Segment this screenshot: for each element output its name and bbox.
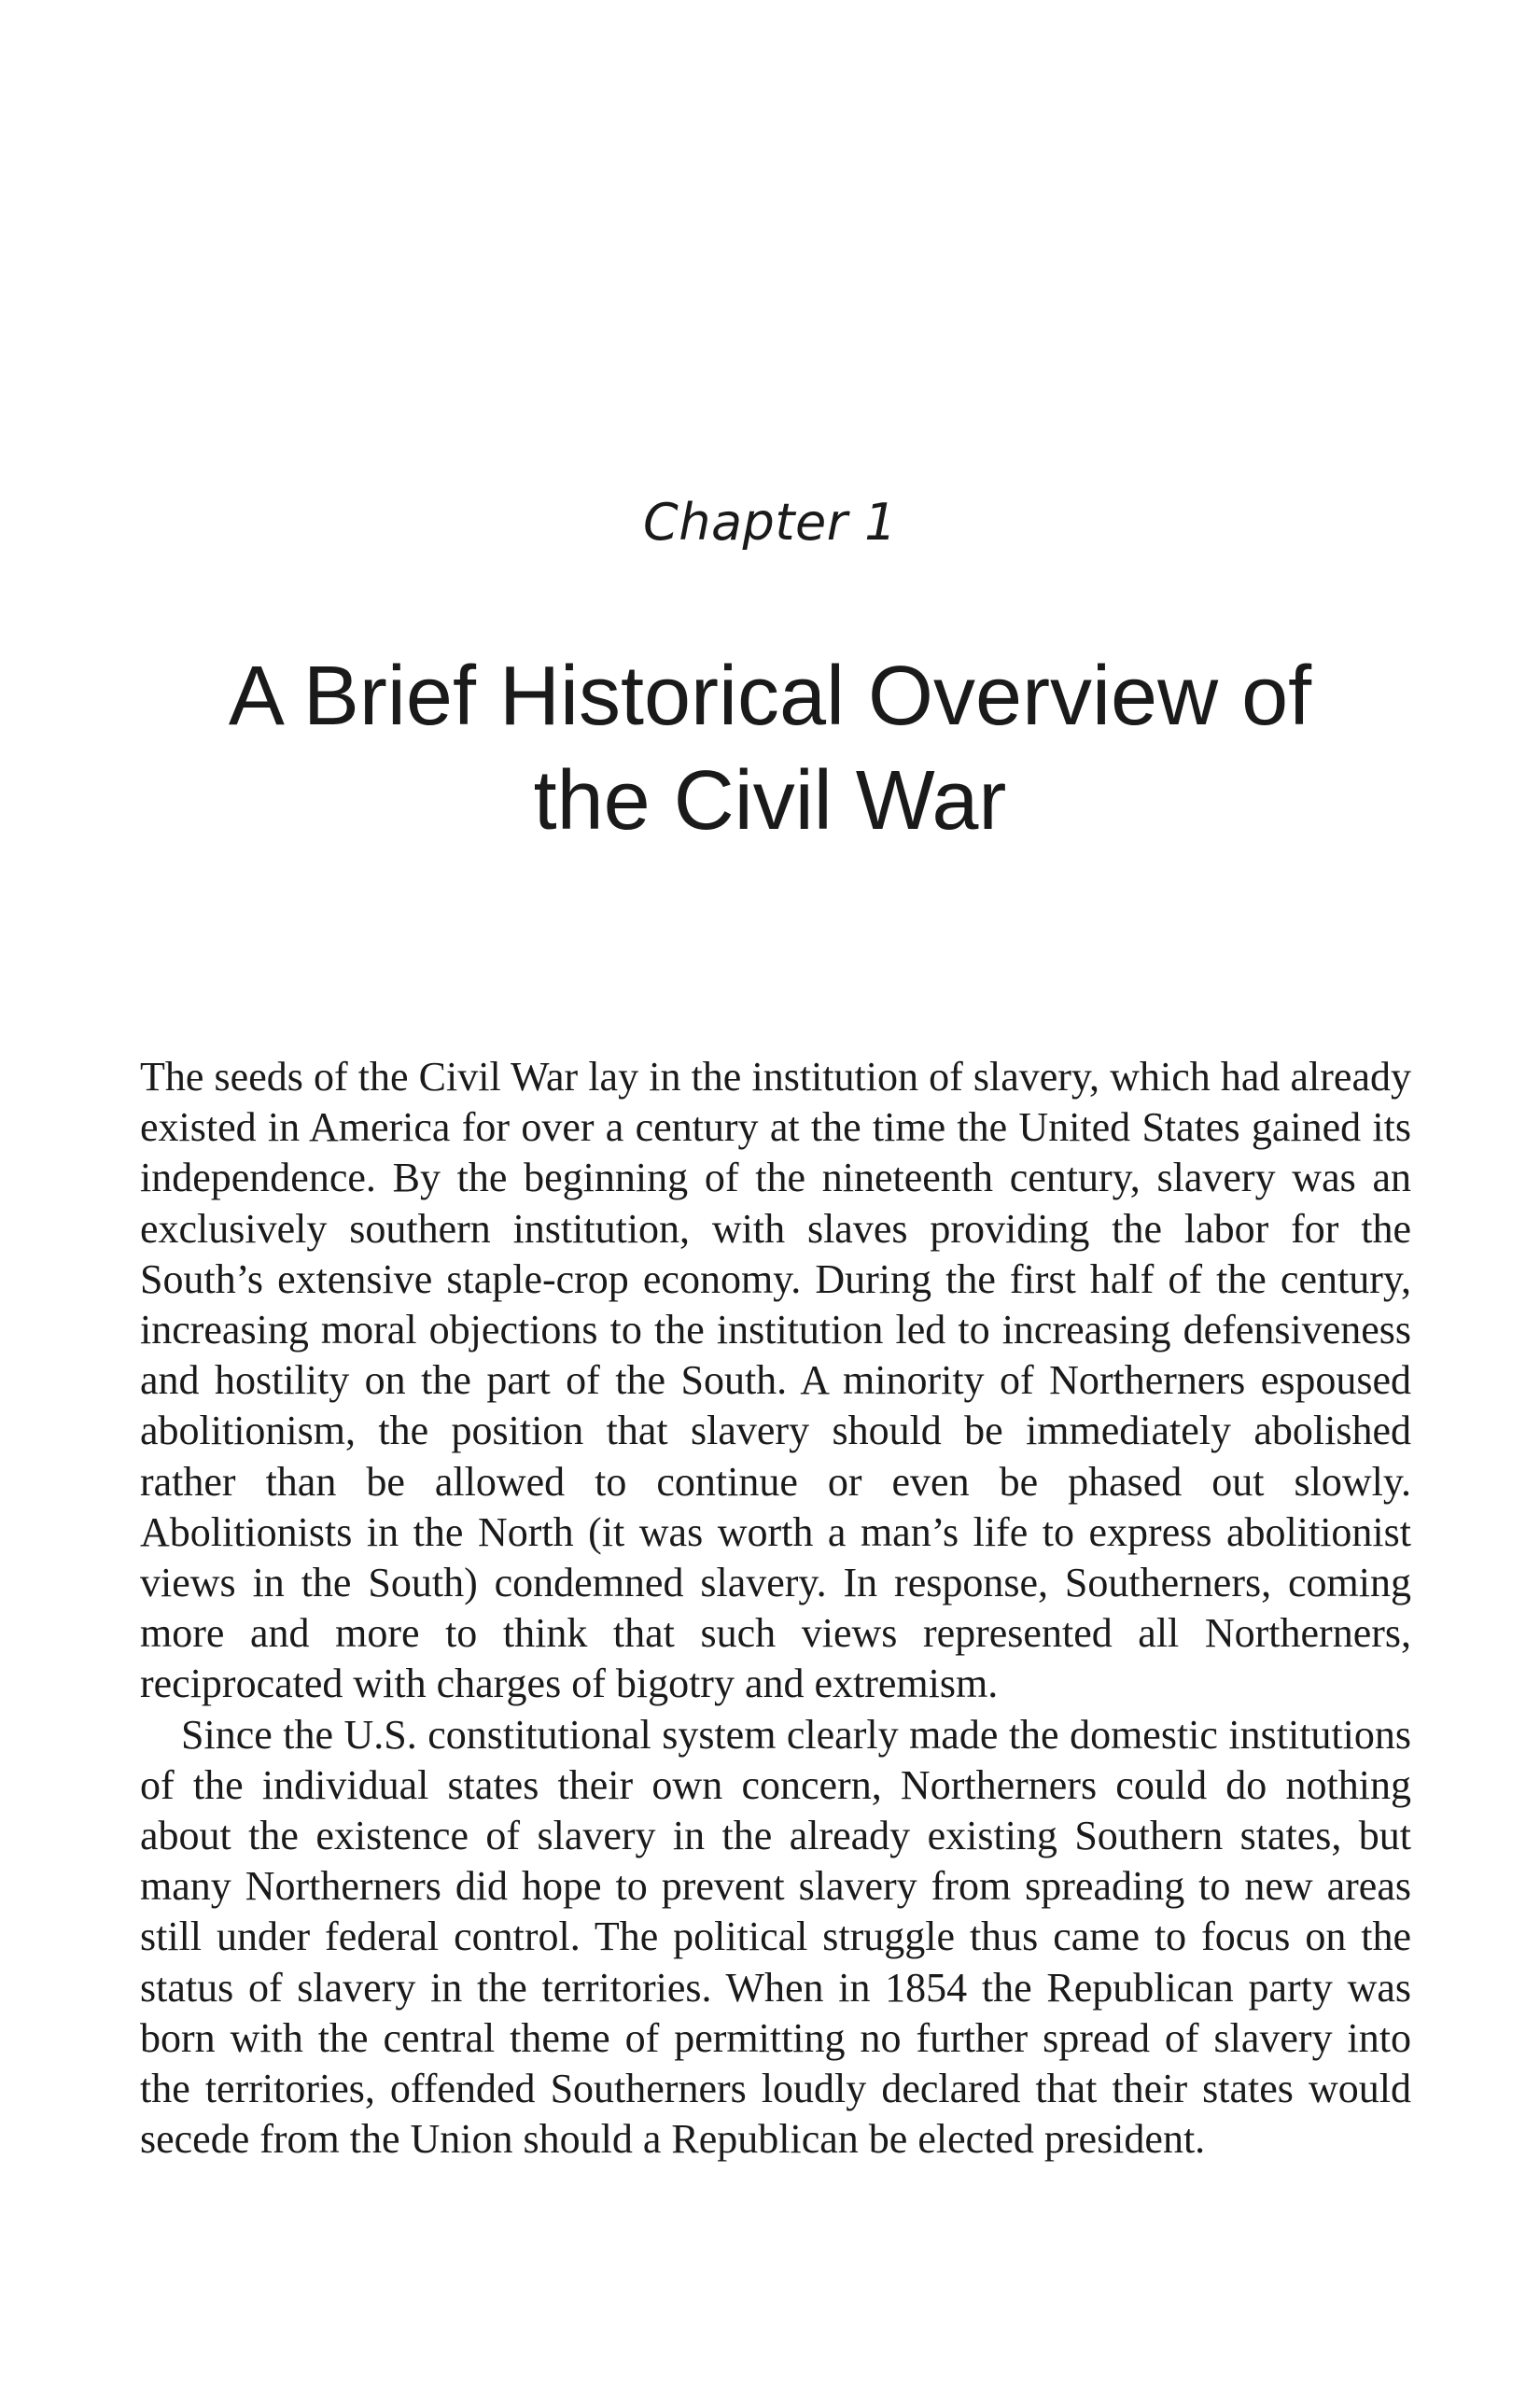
chapter-title: A Brief Historical Overview of the Civil War	[228, 650, 1312, 848]
body-text	[140, 1052, 1411, 2165]
paragraph-2: Since the U.S. constitutional system clearly made the domestic institutions of the individual states their own concern, Northerners could do nothing about the existence of slavery in the already existing Southern states, but many Northerners did hope to prevent slavery from spreading to new areas still under federal control. The political struggle thus came to focus on the status of slavery in the territories. When in 1854 the Republican party was born with the central theme of permitting no further spread of slavery into the territories, offended Southerners loudly declared that their states would secede from the Union should a Republican be elected president.	[140, 1711, 1411, 2163]
chapter-label: Chapter 1	[643, 493, 897, 552]
paragraph-1: The seeds of the Civil War lay in the institution of slavery, which had already existed in America for over a century at the time the United States gained its independence. By the beginning of the nineteenth century, slavery was an exclusively southern institution, with slaves providing the labor for the South’s extensive staple-crop economy. During the first half of the century, increasing moral objections to the institution led to increasing defensiveness and hostility on the part of the South. A minority of Northerners espoused abolitionism, the position that slavery should be immediately abolished rather than be allowed to continue or even be phased out slowly. Abolitionists in the North (it was worth a man’s life to express abolitionist views in the South) condemned slavery. In response, Southerners, coming more and more to think that such views represented all Northerners, reciprocated with charges of bigotry and extremism.	[140, 1054, 1411, 1707]
